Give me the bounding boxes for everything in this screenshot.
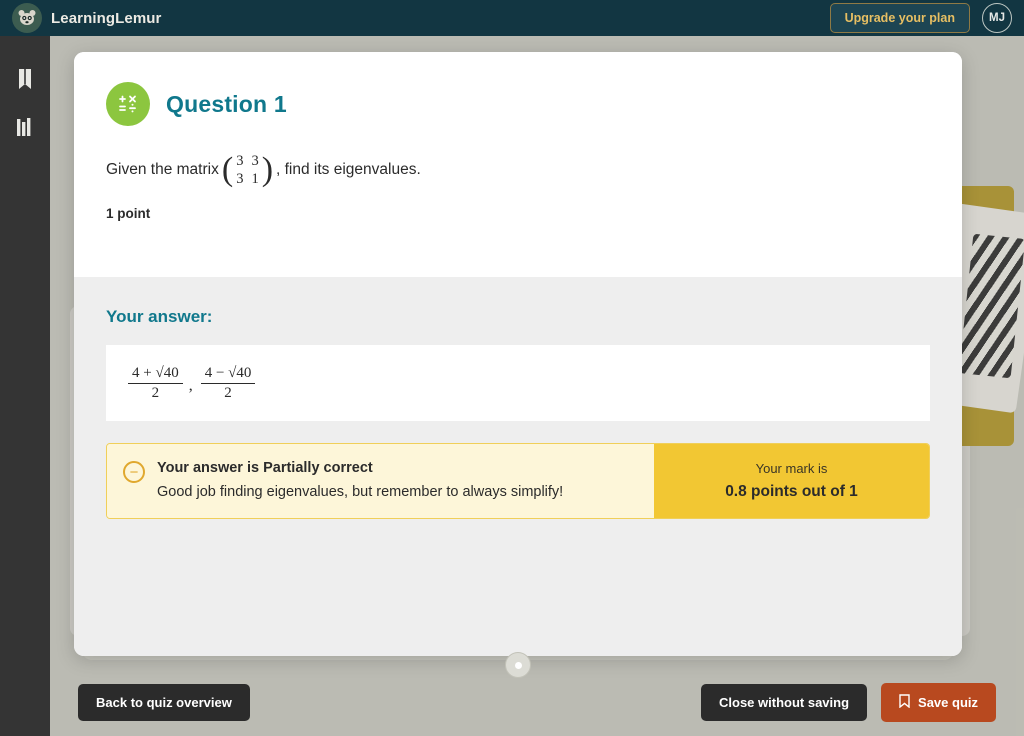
matrix-cell-0-0: 3 (236, 153, 244, 169)
question-modal (74, 52, 962, 656)
question-prompt-before: Given the matrix (106, 161, 219, 179)
answer-term-2 (201, 365, 256, 402)
math-operations-icon (106, 82, 150, 126)
save-quiz-button[interactable] (881, 683, 996, 722)
answer-expression (126, 365, 257, 402)
answer-term-2-numerator: 4 − √40 (201, 365, 256, 384)
feedback-banner (106, 443, 930, 519)
answer-section (74, 277, 962, 656)
question-prompt (106, 152, 930, 188)
top-navigation-bar (0, 0, 1024, 36)
question-prompt-after: , find its eigenvalues. (276, 161, 421, 179)
matrix-right-paren: ) (261, 151, 274, 189)
footer-right-group (701, 683, 996, 722)
answer-term-2-denominator: 2 (224, 384, 232, 401)
top-bar-right-group (830, 3, 1012, 33)
question-title-row (106, 82, 930, 126)
bookmark-icon[interactable] (13, 66, 37, 92)
feedback-message: Good job finding eigenvalues, but remember to always simplify! (157, 484, 564, 501)
answer-term-1 (128, 365, 183, 402)
lemur-logo-icon (12, 3, 42, 33)
matrix-cell-1-1: 1 (251, 171, 259, 188)
close-without-saving-button[interactable]: Close without saving (701, 684, 867, 721)
brand-name: LearningLemur (51, 9, 162, 27)
matrix-values (233, 152, 262, 188)
feedback-title: Your answer is Partially correct (157, 460, 373, 477)
matrix-cell-1-0: 3 (236, 171, 244, 188)
matrix-cell-0-1: 3 (251, 153, 259, 169)
save-quiz-label: Save quiz (918, 694, 978, 710)
minus-circle-icon: − (123, 461, 145, 483)
question-header (74, 52, 962, 221)
feedback-message-panel (107, 444, 654, 518)
footer-action-bar (50, 668, 1024, 736)
mark-value: 0.8 points out of 1 (725, 483, 858, 501)
brand-logo[interactable] (12, 3, 161, 33)
feedback-mark-panel (654, 444, 929, 518)
answer-term-1-denominator: 2 (151, 384, 160, 401)
matrix-display (222, 152, 273, 188)
library-books-icon[interactable] (13, 114, 37, 140)
answer-term-1-numerator: 4 + √40 (128, 365, 183, 384)
left-sidebar (0, 36, 50, 736)
bookmark-icon (899, 694, 910, 711)
page-title: Question 1 (166, 90, 287, 117)
answer-label: Your answer: (106, 307, 213, 327)
mark-label: Your mark is (755, 461, 828, 477)
user-avatar[interactable]: MJ (982, 3, 1012, 33)
feedback-text-block (157, 460, 563, 500)
question-points: 1 point (106, 206, 151, 222)
answer-input-display[interactable] (106, 345, 930, 421)
back-to-quiz-overview-button[interactable]: Back to quiz overview (78, 684, 250, 721)
upgrade-plan-button[interactable]: Upgrade your plan (830, 3, 970, 33)
matrix-left-paren: ( (221, 151, 234, 189)
answer-separator: , (188, 377, 193, 395)
